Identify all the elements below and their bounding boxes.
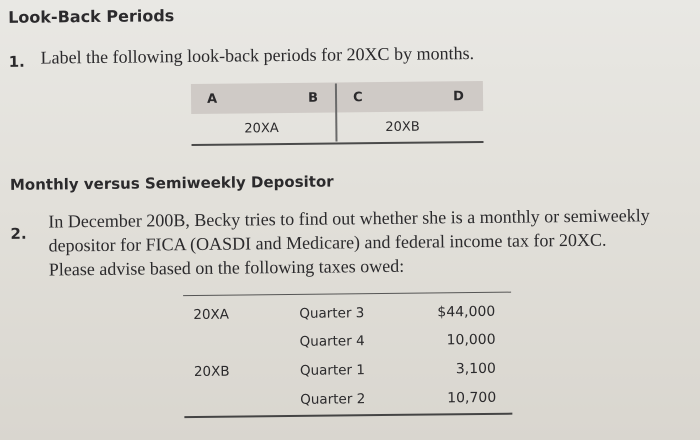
lookback-year-20xa: 20XA: [244, 121, 279, 137]
lookback-label-a: A: [206, 91, 218, 107]
question-number-1: 1.: [8, 52, 25, 71]
lookback-label-d: D: [452, 89, 464, 105]
row-quarter: Quarter 1: [299, 362, 366, 379]
question-text-line-3: Please advise based on the following taxes owed:: [48, 255, 405, 280]
row-amount: 3,100: [455, 360, 496, 378]
lookback-label-b: B: [307, 90, 319, 106]
row-amount: 10,000: [446, 331, 496, 349]
row-year: 20XB: [193, 363, 230, 380]
section-heading-lookback: Look-Back Periods: [8, 6, 175, 27]
section-heading-depositor: Monthly versus Semiweekly Depositor: [9, 172, 334, 194]
row-amount: 10,700: [447, 389, 497, 407]
table-top-rule: [183, 292, 511, 296]
row-quarter: Quarter 4: [299, 333, 365, 350]
question-text-1: Label the following look-back periods for 20XC by months.: [40, 43, 475, 68]
question-number-2: 2.: [10, 224, 27, 243]
row-amount: $44,000: [437, 303, 496, 321]
lookback-label-c: C: [352, 90, 363, 106]
row-quarter: Quarter 2: [300, 391, 366, 408]
row-quarter: Quarter 3: [299, 305, 365, 322]
lookback-baseline: [192, 141, 484, 146]
lookback-year-20xb: 20XB: [385, 119, 420, 135]
question-text-line-1: In December 200B, Becky tries to find out whether she is a monthly or semiweekly: [48, 205, 650, 232]
question-text-line-2: depositor for FICA (OASDI and Medicare) and federal income tax for 20XC.: [48, 229, 607, 256]
row-year: 20XA: [193, 306, 230, 323]
table-bottom-rule: [184, 413, 512, 418]
